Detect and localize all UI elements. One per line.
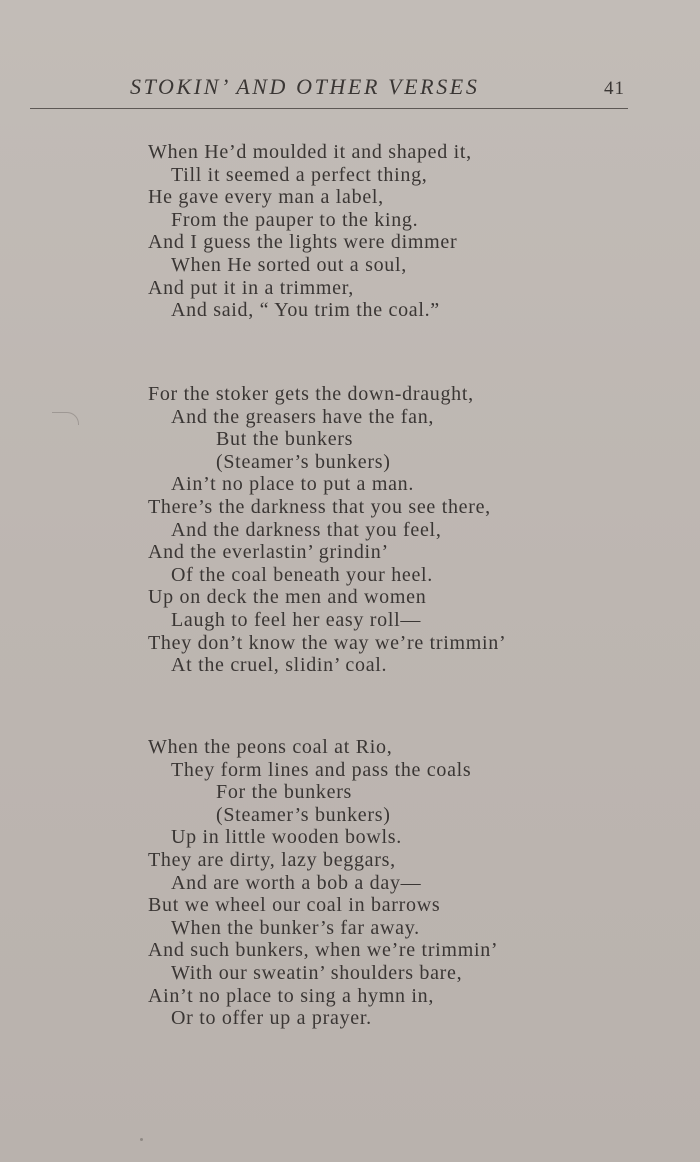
verse-line: He gave every man a label, bbox=[148, 186, 384, 209]
margin-mark bbox=[52, 412, 79, 425]
verse-line: There’s the darkness that you see there, bbox=[148, 495, 491, 518]
paper-speck bbox=[140, 1138, 143, 1141]
verse-line: They are dirty, lazy beggars, bbox=[148, 848, 396, 871]
verse-line: For the stoker gets the down-draught, bbox=[148, 383, 474, 405]
stanza-2 bbox=[148, 383, 506, 677]
verse-line: And are worth a bob a day— bbox=[171, 871, 422, 894]
verse-line: Of the coal beneath your heel. bbox=[171, 563, 434, 586]
verse-line: (Steamer’s bunkers) bbox=[216, 450, 391, 473]
stanza-1 bbox=[148, 141, 472, 322]
verse-line: And said, “ You trim the coal.” bbox=[171, 299, 440, 322]
verse-line: (Steamer’s bunkers) bbox=[216, 803, 391, 826]
page-header bbox=[0, 70, 700, 106]
verse-line: And the greasers have the fan, bbox=[171, 405, 435, 428]
verse-line: Till it seemed a perfect thing, bbox=[171, 163, 428, 186]
verse-line: Ain’t no place to sing a hymn in, bbox=[148, 984, 435, 1007]
verse-line: When the peons coal at Rio, bbox=[148, 736, 393, 758]
running-title: STOKIN’ AND OTHER VERSES bbox=[130, 74, 480, 99]
verse-line: For the bunkers bbox=[216, 781, 353, 804]
verse-line: When He sorted out a soul, bbox=[171, 253, 407, 276]
verse-line: And the darkness that you feel, bbox=[171, 518, 442, 541]
verse-line: Or to offer up a prayer. bbox=[171, 1007, 372, 1030]
header-rule bbox=[30, 108, 628, 109]
verse-line: Up on deck the men and women bbox=[148, 586, 427, 609]
verse-line: From the pauper to the king. bbox=[171, 208, 419, 231]
verse-line: But we wheel our coal in barrows bbox=[148, 894, 441, 917]
verse-line: When the bunker’s far away. bbox=[171, 916, 420, 939]
verse-line: And such bunkers, when we’re trimmin’ bbox=[148, 939, 499, 962]
verse-line: But the bunkers bbox=[216, 428, 354, 451]
verse-line: When He’d moulded it and shaped it, bbox=[148, 141, 472, 163]
verse-line: Laugh to feel her easy roll— bbox=[171, 608, 422, 631]
verse-line: They form lines and pass the coals bbox=[171, 758, 472, 781]
verse-line: Up in little wooden bowls. bbox=[171, 826, 402, 849]
verse-line: They don’t know the way we’re trimmin’ bbox=[148, 631, 507, 654]
verse-line: With our sweatin’ shoulders bare, bbox=[171, 961, 463, 984]
verse-line: And I guess the lights were dimmer bbox=[148, 231, 458, 254]
verse-line: Ain’t no place to put a man. bbox=[171, 473, 415, 496]
verse-line: And put it in a trimmer, bbox=[148, 276, 354, 299]
stanza-3 bbox=[148, 736, 498, 1030]
verse-line: And the everlastin’ grindin’ bbox=[148, 541, 389, 564]
verse-line: At the cruel, slidin’ coal. bbox=[171, 654, 388, 677]
page-number: 41 bbox=[604, 78, 625, 99]
